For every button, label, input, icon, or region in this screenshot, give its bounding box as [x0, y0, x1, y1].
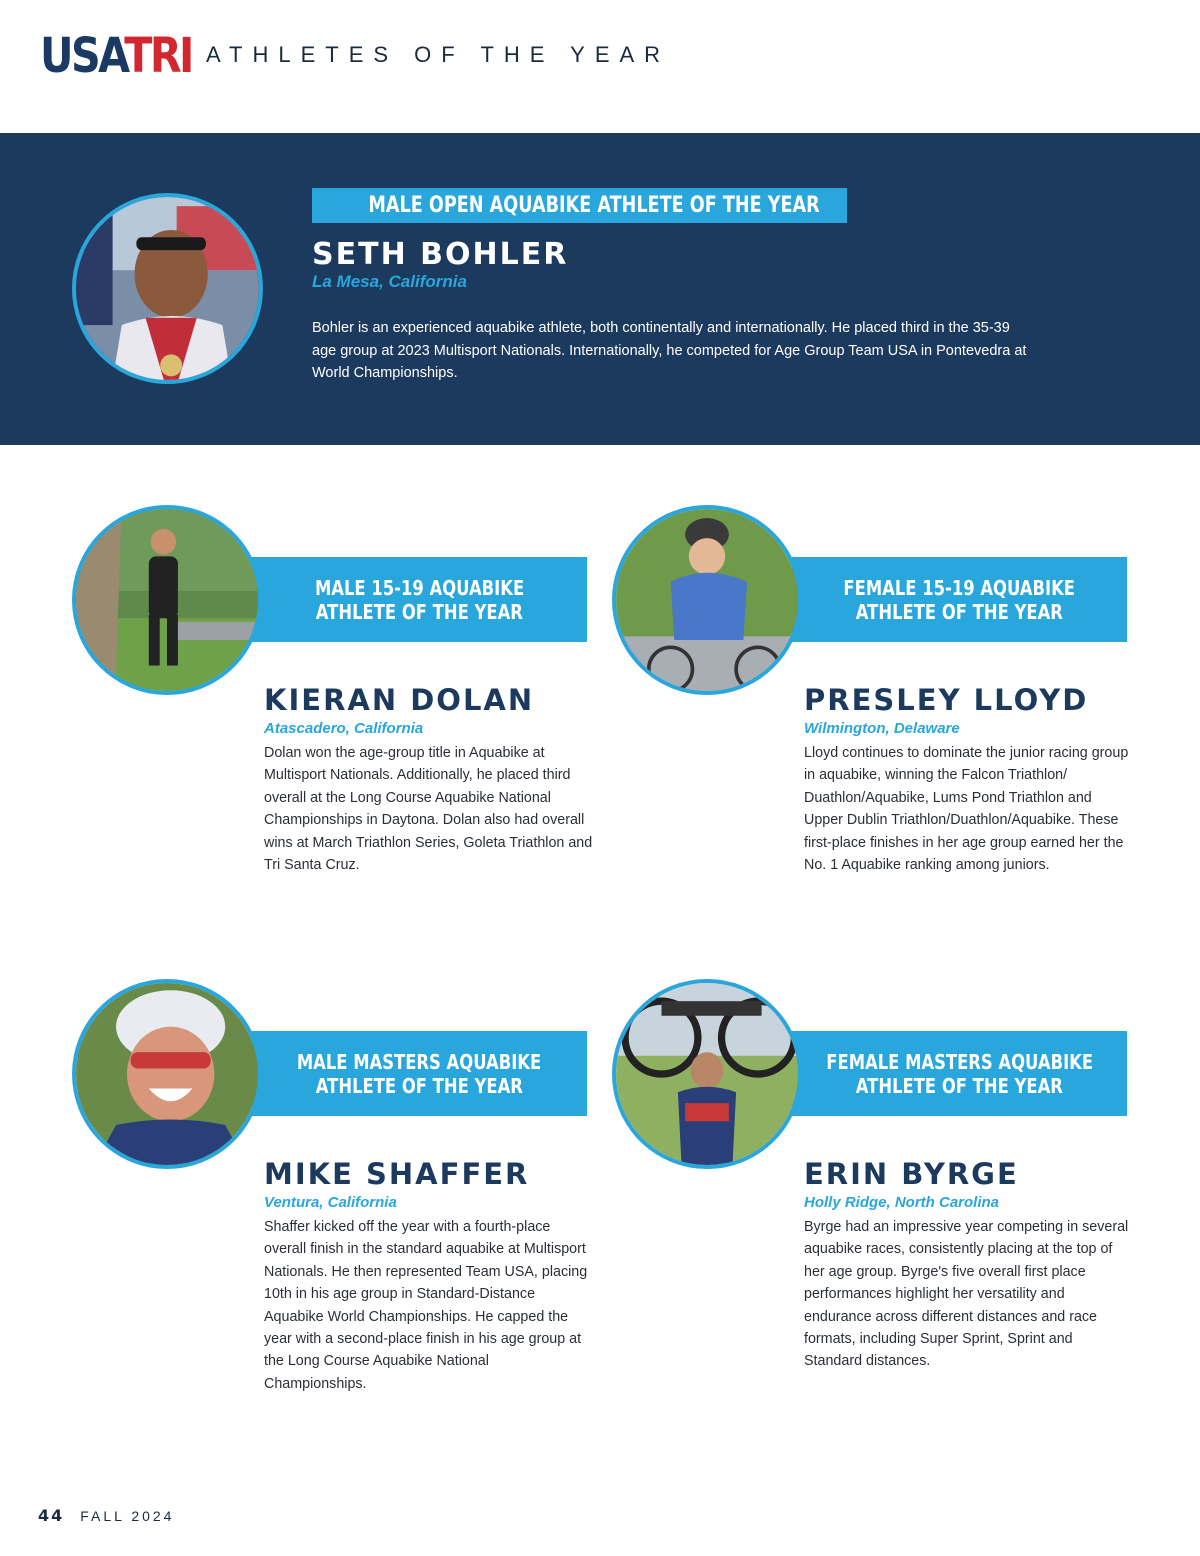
athlete-name: KIERAN DOLAN [264, 683, 535, 717]
athlete-card-presley-lloyd [612, 505, 1132, 905]
athlete-bio: Bohler is an experienced aquabike athlete, both continentally and internationally. He placed third in the 35-39 age group at 2023 Multisport Nationals. Internationally, he competed for Age Group Team USA in Pontevedra at World Championships. [312, 320, 1027, 381]
athlete-card-kieran-dolan [72, 505, 592, 905]
athlete-name: SETH BOHLER [312, 237, 569, 272]
athlete-name: PRESLEY LLOYD [804, 683, 1089, 717]
athlete-location: Wilmington, Delaware [804, 720, 960, 737]
featured-athlete-panel [0, 133, 1200, 445]
athlete-bio: Lloyd continues to dominate the junior racing group in aquabike, winning the Falcon Triathlon/ Duathlon/Aquabike, Lums Pond Triathlon and Upper Dublin Triathlon/Duathlon/Aquabike. These first-place finishes in her age group earned her the No. 1 Aquabike ranking among juniors. [804, 745, 1129, 874]
athlete-photo-presley-lloyd [612, 505, 802, 695]
athlete-location: La Mesa, California [312, 272, 467, 291]
page-header [40, 28, 940, 84]
athlete-location: Atascadero, California [264, 720, 424, 737]
issue-label: FALL 2024 [80, 1508, 175, 1524]
award-category-badge: MALE OPEN AQUABIKE ATHLETE OF THE YEAR [312, 188, 847, 223]
athlete-location: Holly Ridge, North Carolina [804, 1194, 1000, 1211]
page-footer [38, 1506, 174, 1525]
award-category-badge: FEMALE 15-19 AQUABIKE ATHLETE OF THE YEAR [792, 557, 1127, 642]
athlete-photo-kieran-dolan [72, 505, 262, 695]
athlete-photo-mike-shaffer [72, 979, 262, 1169]
athlete-name: ERIN BYRGE [804, 1157, 1019, 1191]
award-category-badge: MALE MASTERS AQUABIKE ATHLETE OF THE YEAR [252, 1031, 587, 1116]
athlete-card-mike-shaffer [72, 979, 592, 1392]
athlete-bio: Byrge had an impressive year competing in several aquabike races, consistently placing at the top of her age group. Byrge's five overall first place performances highlight her versatility and endurance across different distances and race formats, including Super Sprint, Sprint and Standard distances. [804, 1219, 1129, 1370]
athlete-bio: Shaffer kicked off the year with a fourth-place overall finish in the standard aquabike at Multisport Nationals. He then represented Team USA, placing 10th in his age group in Standard-Distance Aquabike World Championships. He capped the year with a second-place finish in his age group at the Long Course Aquabike National Championships. [264, 1219, 588, 1392]
award-category-badge: MALE 15-19 AQUABIKE ATHLETE OF THE YEAR [252, 557, 587, 642]
athlete-location: Ventura, California [264, 1194, 397, 1211]
athlete-photo-erin-byrge [612, 979, 802, 1169]
section-title: ATHLETES OF THE YEAR [206, 42, 671, 67]
award-category-badge: FEMALE MASTERS AQUABIKE ATHLETE OF THE YEAR [792, 1031, 1127, 1116]
page-number: 44 [38, 1506, 65, 1525]
athlete-bio: Dolan won the age-group title in Aquabike at Multisport Nationals. Additionally, he placed third overall at the Long Course Aquabike National Championships in Daytona. Dolan also had overall wins at March Triathlon Series, Goleta Triathlon and Tri Santa Cruz. [264, 745, 593, 874]
athlete-photo-seth-bohler [72, 193, 263, 384]
usatri-logo: USATRI [40, 28, 192, 84]
athlete-name: MIKE SHAFFER [264, 1157, 530, 1191]
athlete-card-erin-byrge [612, 979, 1132, 1379]
